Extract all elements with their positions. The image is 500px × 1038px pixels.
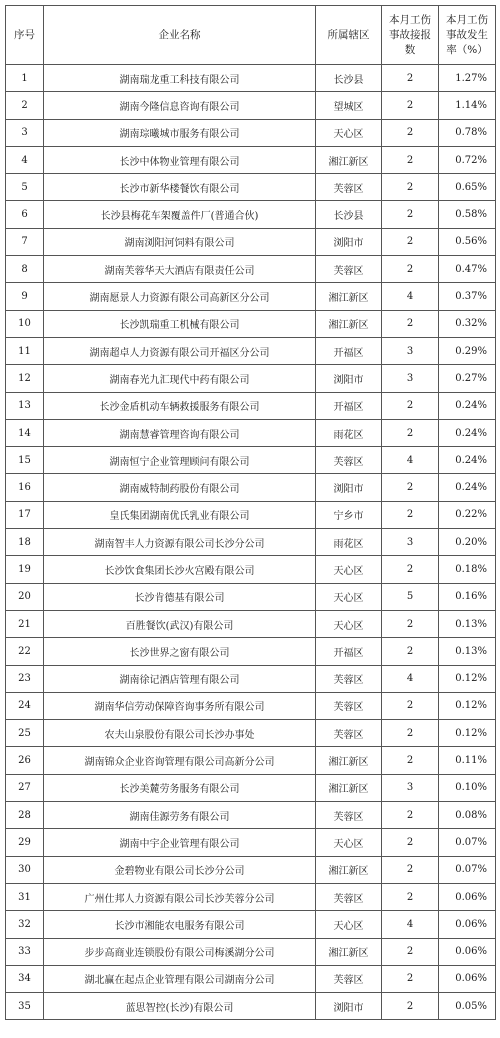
table-row [6, 692, 496, 719]
row-no: 21 [6, 610, 44, 637]
row-no: 5 [6, 174, 44, 201]
row-accident-count: 2 [382, 392, 439, 419]
table-header [6, 6, 496, 65]
row-company-name: 湖南浏阳河饲料有限公司 [44, 228, 316, 255]
row-accident-count: 2 [382, 119, 439, 146]
row-accident-rate: 0.08% [439, 802, 496, 829]
row-accident-rate: 1.27% [439, 65, 496, 92]
row-accident-count: 3 [382, 774, 439, 801]
row-accident-rate: 0.37% [439, 283, 496, 310]
row-company-name: 长沙市湘能农电服务有限公司 [44, 911, 316, 938]
row-company-name: 湖南慧睿管理咨询有限公司 [44, 419, 316, 446]
row-district: 开福区 [316, 392, 382, 419]
row-accident-count: 2 [382, 201, 439, 228]
row-accident-count: 2 [382, 92, 439, 119]
row-accident-rate: 0.58% [439, 201, 496, 228]
row-no: 1 [6, 65, 44, 92]
row-district: 湘江新区 [316, 310, 382, 337]
row-accident-count: 4 [382, 911, 439, 938]
row-no: 2 [6, 92, 44, 119]
table-row [6, 65, 496, 92]
table-row [6, 92, 496, 119]
row-accident-rate: 0.24% [439, 419, 496, 446]
header-no: 序号 [6, 6, 44, 65]
row-accident-count: 2 [382, 692, 439, 719]
row-district: 浏阳市 [316, 365, 382, 392]
row-no: 23 [6, 665, 44, 692]
row-company-name: 广州仕邦人力资源有限公司长沙芙蓉分公司 [44, 883, 316, 910]
row-no: 14 [6, 419, 44, 446]
row-no: 22 [6, 638, 44, 665]
row-accident-count: 5 [382, 583, 439, 610]
row-accident-rate: 0.07% [439, 856, 496, 883]
row-no: 30 [6, 856, 44, 883]
row-company-name: 湖南瑞龙重工科技有限公司 [44, 65, 316, 92]
row-company-name: 农夫山泉股份有限公司长沙办事处 [44, 720, 316, 747]
row-no: 8 [6, 256, 44, 283]
table-row [6, 501, 496, 528]
row-accident-rate: 0.06% [439, 911, 496, 938]
table-row [6, 883, 496, 910]
row-district: 湘江新区 [316, 283, 382, 310]
row-district: 长沙县 [316, 201, 382, 228]
row-accident-count: 2 [382, 638, 439, 665]
row-accident-rate: 0.06% [439, 965, 496, 992]
row-accident-rate: 0.10% [439, 774, 496, 801]
header-district: 所属辖区 [316, 6, 382, 65]
row-no: 35 [6, 993, 44, 1020]
row-district: 雨花区 [316, 419, 382, 446]
row-district: 湘江新区 [316, 938, 382, 965]
injury-report-sheet [5, 5, 495, 1020]
table-body [6, 65, 496, 1020]
row-accident-rate: 0.20% [439, 529, 496, 556]
table-row [6, 174, 496, 201]
row-no: 29 [6, 829, 44, 856]
table-row [6, 747, 496, 774]
row-accident-count: 2 [382, 883, 439, 910]
row-accident-rate: 0.06% [439, 938, 496, 965]
row-company-name: 皇氏集团湖南优氏乳业有限公司 [44, 501, 316, 528]
row-no: 10 [6, 310, 44, 337]
row-company-name: 长沙世界之窗有限公司 [44, 638, 316, 665]
header-company-name: 企业名称 [44, 6, 316, 65]
row-district: 芙蓉区 [316, 965, 382, 992]
row-no: 12 [6, 365, 44, 392]
row-accident-rate: 0.24% [439, 474, 496, 501]
row-district: 天心区 [316, 610, 382, 637]
row-accident-rate: 0.18% [439, 556, 496, 583]
row-accident-rate: 0.13% [439, 638, 496, 665]
row-accident-rate: 0.16% [439, 583, 496, 610]
row-company-name: 湖北赢在起点企业管理有限公司湖南分公司 [44, 965, 316, 992]
row-company-name: 湖南琮曦城市服务有限公司 [44, 119, 316, 146]
row-company-name: 长沙中体物业管理有限公司 [44, 146, 316, 173]
row-company-name: 长沙美麓劳务服务有限公司 [44, 774, 316, 801]
table-row [6, 337, 496, 364]
row-district: 浏阳市 [316, 474, 382, 501]
row-accident-rate: 0.07% [439, 829, 496, 856]
row-accident-rate: 0.24% [439, 392, 496, 419]
row-no: 18 [6, 529, 44, 556]
row-accident-count: 2 [382, 856, 439, 883]
row-district: 湘江新区 [316, 146, 382, 173]
row-company-name: 金碧物业有限公司长沙分公司 [44, 856, 316, 883]
row-accident-count: 3 [382, 365, 439, 392]
row-accident-rate: 0.29% [439, 337, 496, 364]
table-row [6, 583, 496, 610]
row-no: 16 [6, 474, 44, 501]
row-accident-rate: 0.24% [439, 447, 496, 474]
row-accident-count: 2 [382, 310, 439, 337]
row-company-name: 湖南超卓人力资源有限公司开福区分公司 [44, 337, 316, 364]
row-district: 芙蓉区 [316, 802, 382, 829]
row-accident-count: 2 [382, 829, 439, 856]
table-row [6, 802, 496, 829]
table-row [6, 256, 496, 283]
injury-rate-table [5, 5, 496, 1020]
row-company-name: 湖南徐记酒店管理有限公司 [44, 665, 316, 692]
row-accident-count: 4 [382, 447, 439, 474]
row-accident-rate: 0.22% [439, 501, 496, 528]
row-district: 芙蓉区 [316, 665, 382, 692]
row-accident-count: 2 [382, 501, 439, 528]
row-no: 19 [6, 556, 44, 583]
row-no: 17 [6, 501, 44, 528]
row-no: 25 [6, 720, 44, 747]
row-company-name: 长沙饮食集团长沙火宫殿有限公司 [44, 556, 316, 583]
row-accident-rate: 0.11% [439, 747, 496, 774]
row-accident-count: 2 [382, 419, 439, 446]
table-row [6, 911, 496, 938]
row-accident-count: 2 [382, 720, 439, 747]
row-district: 望城区 [316, 92, 382, 119]
row-accident-count: 2 [382, 146, 439, 173]
table-row [6, 829, 496, 856]
table-row [6, 965, 496, 992]
row-district: 浏阳市 [316, 993, 382, 1020]
table-row [6, 529, 496, 556]
row-company-name: 湖南愿景人力资源有限公司高新区分公司 [44, 283, 316, 310]
table-row [6, 720, 496, 747]
row-no: 15 [6, 447, 44, 474]
row-district: 芙蓉区 [316, 883, 382, 910]
row-district: 天心区 [316, 583, 382, 610]
row-district: 长沙县 [316, 65, 382, 92]
table-row [6, 856, 496, 883]
row-no: 7 [6, 228, 44, 255]
row-accident-count: 2 [382, 556, 439, 583]
row-company-name: 长沙肯德基有限公司 [44, 583, 316, 610]
row-accident-count: 3 [382, 337, 439, 364]
row-accident-count: 2 [382, 228, 439, 255]
row-district: 天心区 [316, 911, 382, 938]
row-accident-rate: 0.06% [439, 883, 496, 910]
row-district: 芙蓉区 [316, 720, 382, 747]
row-district: 开福区 [316, 337, 382, 364]
row-company-name: 蓝思智控(长沙)有限公司 [44, 993, 316, 1020]
row-accident-count: 2 [382, 965, 439, 992]
row-accident-count: 2 [382, 256, 439, 283]
row-district: 天心区 [316, 556, 382, 583]
row-accident-rate: 0.72% [439, 146, 496, 173]
row-district: 湘江新区 [316, 774, 382, 801]
row-district: 雨花区 [316, 529, 382, 556]
row-district: 天心区 [316, 829, 382, 856]
row-accident-count: 4 [382, 665, 439, 692]
row-accident-rate: 0.78% [439, 119, 496, 146]
row-district: 芙蓉区 [316, 174, 382, 201]
table-row [6, 201, 496, 228]
header-accident-count: 本月工伤事故接报数 [382, 6, 439, 65]
row-no: 13 [6, 392, 44, 419]
row-company-name: 湖南智丰人力资源有限公司长沙分公司 [44, 529, 316, 556]
row-accident-rate: 0.32% [439, 310, 496, 337]
row-no: 34 [6, 965, 44, 992]
header-accident-rate: 本月工伤事故发生率（%） [439, 6, 496, 65]
row-no: 32 [6, 911, 44, 938]
row-accident-count: 2 [382, 802, 439, 829]
row-accident-count: 3 [382, 529, 439, 556]
row-company-name: 湖南中宇企业管理有限公司 [44, 829, 316, 856]
table-row [6, 993, 496, 1020]
row-accident-count: 2 [382, 610, 439, 637]
row-no: 4 [6, 146, 44, 173]
table-row [6, 638, 496, 665]
table-row [6, 310, 496, 337]
row-district: 天心区 [316, 119, 382, 146]
table-row [6, 556, 496, 583]
row-accident-count: 2 [382, 474, 439, 501]
row-no: 33 [6, 938, 44, 965]
row-company-name: 步步高商业连锁股份有限公司梅溪湖分公司 [44, 938, 316, 965]
table-row [6, 419, 496, 446]
row-no: 3 [6, 119, 44, 146]
row-company-name: 长沙县梅花车架覆盖件厂(普通合伙) [44, 201, 316, 228]
row-company-name: 湖南芙蓉华天大酒店有限责任公司 [44, 256, 316, 283]
header-row [6, 6, 496, 65]
table-row [6, 119, 496, 146]
table-row [6, 392, 496, 419]
row-no: 6 [6, 201, 44, 228]
row-company-name: 湖南锦众企业咨询管理有限公司高新分公司 [44, 747, 316, 774]
row-no: 27 [6, 774, 44, 801]
row-district: 湘江新区 [316, 747, 382, 774]
row-accident-count: 2 [382, 993, 439, 1020]
row-district: 芙蓉区 [316, 447, 382, 474]
row-company-name: 长沙凯瑞重工机械有限公司 [44, 310, 316, 337]
row-accident-count: 2 [382, 174, 439, 201]
table-row [6, 774, 496, 801]
row-accident-count: 2 [382, 747, 439, 774]
row-company-name: 湖南佳源劳务有限公司 [44, 802, 316, 829]
table-row [6, 365, 496, 392]
table-row [6, 283, 496, 310]
row-no: 24 [6, 692, 44, 719]
row-accident-rate: 0.13% [439, 610, 496, 637]
row-no: 28 [6, 802, 44, 829]
table-row [6, 665, 496, 692]
row-no: 31 [6, 883, 44, 910]
row-accident-rate: 0.56% [439, 228, 496, 255]
row-company-name: 湖南春光九汇现代中药有限公司 [44, 365, 316, 392]
row-accident-count: 2 [382, 65, 439, 92]
table-row [6, 938, 496, 965]
row-accident-rate: 0.27% [439, 365, 496, 392]
row-no: 9 [6, 283, 44, 310]
table-row [6, 228, 496, 255]
table-row [6, 447, 496, 474]
row-accident-count: 2 [382, 938, 439, 965]
row-company-name: 百胜餐饮(武汉)有限公司 [44, 610, 316, 637]
row-accident-rate: 0.65% [439, 174, 496, 201]
table-row [6, 474, 496, 501]
row-no: 11 [6, 337, 44, 364]
row-district: 浏阳市 [316, 228, 382, 255]
row-accident-rate: 0.12% [439, 665, 496, 692]
row-company-name: 长沙金盾机动车辆救援服务有限公司 [44, 392, 316, 419]
row-accident-rate: 0.12% [439, 720, 496, 747]
table-row [6, 146, 496, 173]
row-company-name: 湖南华信劳动保障咨询事务所有限公司 [44, 692, 316, 719]
table-row [6, 610, 496, 637]
row-accident-count: 4 [382, 283, 439, 310]
row-district: 宁乡市 [316, 501, 382, 528]
row-district: 开福区 [316, 638, 382, 665]
row-accident-rate: 0.12% [439, 692, 496, 719]
row-accident-rate: 0.05% [439, 993, 496, 1020]
row-accident-rate: 1.14% [439, 92, 496, 119]
row-company-name: 长沙市新华楼餐饮有限公司 [44, 174, 316, 201]
row-company-name: 湖南威特制药股份有限公司 [44, 474, 316, 501]
row-district: 湘江新区 [316, 856, 382, 883]
row-no: 20 [6, 583, 44, 610]
row-accident-rate: 0.47% [439, 256, 496, 283]
row-company-name: 湖南恒宁企业管理顾问有限公司 [44, 447, 316, 474]
row-district: 芙蓉区 [316, 256, 382, 283]
row-no: 26 [6, 747, 44, 774]
row-district: 芙蓉区 [316, 692, 382, 719]
row-company-name: 湖南今隆信息咨询有限公司 [44, 92, 316, 119]
